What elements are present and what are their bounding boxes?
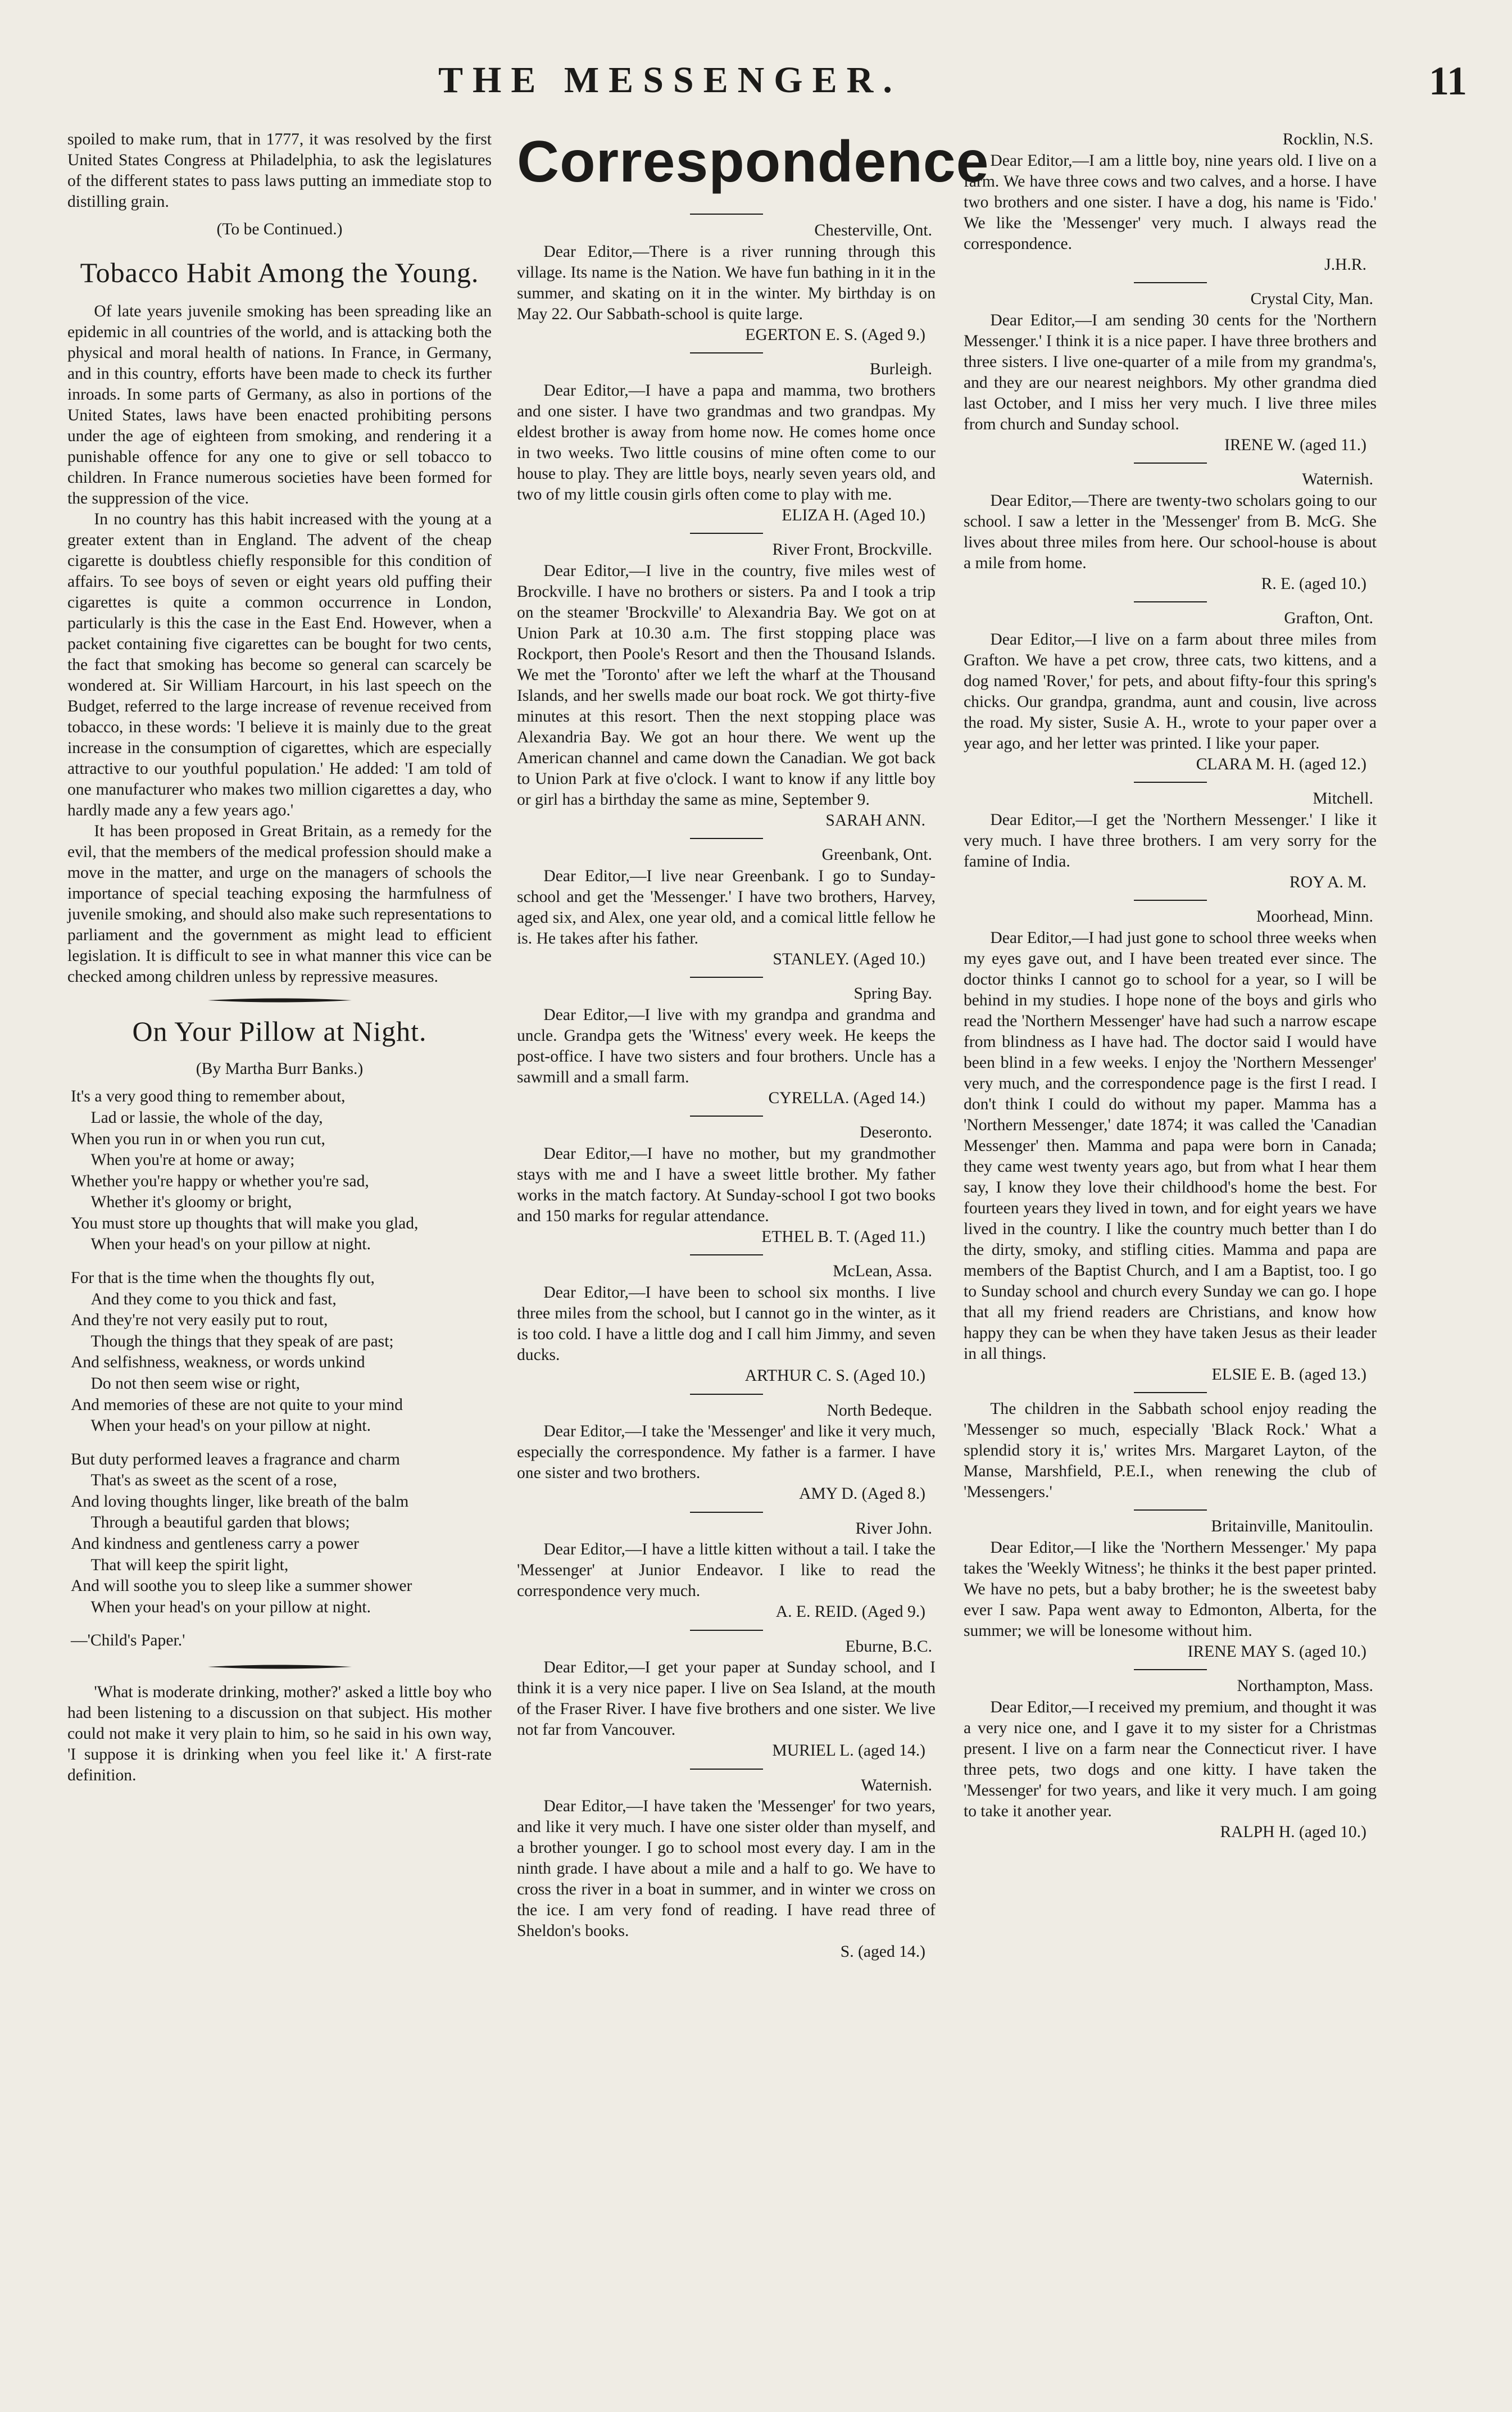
divider-ornament: [207, 996, 353, 1004]
letter-signature: R. E. (aged 10.): [1261, 574, 1366, 593]
poem-line: Do not then seem wise or right,: [90, 1374, 300, 1393]
letter: [517, 214, 936, 346]
letter: [517, 1630, 936, 1762]
letter: [964, 463, 1377, 595]
letter: [517, 352, 936, 526]
letter-body: Dear Editor,—I received my premium, and thought it was a very nice one, and I gave it to my sister for a Christmas present. I live on a farm near the Connecticut river. I have three pets, two dogs and one kitty. I have taken the 'Messenger' for two years, and like it very much. I am going to take it another year.: [964, 1698, 1377, 1820]
correspondence-title: Correspondence: [517, 129, 989, 194]
letter-signature: ARTHUR C. S. (Aged 10.): [744, 1366, 925, 1385]
poem-body: [71, 1086, 492, 1651]
letter-body: Dear Editor,—I live with my grandpa and grandma and uncle. Grandpa gets the 'Witness' every week. He keeps the post-office. I have two sisters and four brothers. Uncle has a sawmill and a small farm.: [517, 1005, 936, 1086]
poem-line: And selfishness, weakness, or words unkind: [71, 1353, 365, 1372]
letter-body: Dear Editor,—I have no mother, but my grandmother stays with me and I have a sweet little brother. My father works in the match factory. At Sunday-school I got two books and 150 marks for regular attendance.: [517, 1144, 936, 1225]
poem-source: —'Child's Paper.': [71, 1631, 185, 1650]
letter-body: Dear Editor,—I had just gone to school three weeks when my eyes gave out, and I have been treated ever since. The doctor thinks I cannot go to school for a year, so I will be behind in my studies. I hope none of the boys and girls who read the 'Northern Messenger' have had such a narrow escape from blindness as I have had. The doctor said I would have been blind in a few weeks. I enjoy the 'Northern Messenger' very much, and the correspondence page is the first I read. I don't think I could do without my paper. Mamma has a 'Northern Messenger,' date 1874; it was called the 'Canadian Messenger' then. Mamma and papa were born in Canada; they came west twenty years ago, but from what I hear them say, I know they love their childhood's home the best. For fourteen years they lived in town, and for eight years we have lived in the country. I like the country much better than I do the dirty, smoky, and stifling cities. Mamma and papa are members of the Baptist Church, and I am a Baptist, too. I go to Sunday school and church every Sunday we can go. I hope that all my friend readers are Christians, and know how happy they can be when they have taken Jesus as their leader in all things.: [964, 928, 1377, 1363]
poem-line: That will keep the spirit light,: [90, 1556, 289, 1574]
letter-place: Eburne, B.C.: [845, 1637, 932, 1656]
poem-line: But duty performed leaves a fragrance and charm: [71, 1450, 400, 1468]
tobacco-article-title: Tobacco Habit Among the Young.: [80, 256, 479, 288]
letter: [517, 1394, 936, 1505]
poem-line: Through a beautiful garden that blows;: [90, 1513, 350, 1532]
poem-line: You must store up thoughts that will make you glad,: [71, 1214, 419, 1232]
poem-line: And loving thoughts linger, like breath of the balm: [71, 1492, 409, 1511]
tobacco-paragraph: Of late years juvenile smoking has been spreading like an epidemic in all countries of the world, and is attacking both the physical and moral health of nations. In France, in Germany, and in this country, efforts have been made to check its further inroads. In some parts of Germany, as also in portions of the United States, laws have been enacted prohibiting persons under the age of eighteen from smoking, and rendering it a punishable offence for any one to give or sell tobacco to children. In France numerous societies have been formed for the suppression of the vice.: [67, 302, 492, 508]
letter-place: Britainville, Manitoulin.: [1211, 1517, 1373, 1536]
poem-byline: (By Martha Burr Banks.): [196, 1060, 364, 1078]
divider-rule: [690, 1769, 763, 1770]
divider-rule: [1134, 1392, 1207, 1393]
letter-body: Dear Editor,—I have a papa and mamma, two brothers and one sister. I have two grandmas and two grandpas. My eldest brother is away from home now. He comes home once in two weeks. Two little cousins of mine often come to our house to play. They are little boys, nearly seven years old, and two of my little cousin girls often come to play with me.: [517, 381, 936, 504]
poem-line: When your head's on your pillow at night.: [90, 1417, 371, 1435]
letter-place: Northampton, Mass.: [1237, 1677, 1373, 1695]
poem-line: That's as sweet as the scent of a rose,: [90, 1471, 337, 1490]
poem-stanza: [71, 1449, 492, 1618]
letter-signature: AMY D. (Aged 8.): [799, 1485, 925, 1503]
divider-rule: [690, 352, 763, 353]
divider-rule: [690, 1394, 763, 1395]
poem-line: For that is the time when the thoughts fly out,: [71, 1269, 375, 1287]
letter-body: Dear Editor,—I take the 'Messenger' and like it very much, especially the correspondence. My father is a farmer. I have one sister and two brothers.: [517, 1422, 936, 1482]
page-number: 11: [1428, 58, 1467, 103]
letter: [964, 900, 1377, 1385]
letter-signature: SARAH ANN.: [825, 811, 925, 829]
divider-rule: [690, 977, 763, 978]
letter: [517, 1769, 936, 1963]
letter-body: Dear Editor,—There is a river running through this village. Its name is the Nation. We have fun bathing in it in the summer, and skating on it in the winter. My birthday is on May 22. Our Sabbath-school is quite large.: [517, 242, 936, 323]
right-column: [964, 129, 1377, 1845]
letter-signature: STANLEY. (Aged 10.): [773, 950, 925, 968]
letter-place: Burleigh.: [870, 360, 932, 379]
poem-line: When your head's on your pillow at night.: [90, 1598, 371, 1616]
letter-signature: ROY A. M.: [1289, 873, 1366, 891]
poem-line: And memories of these are not quite to your mind: [71, 1395, 403, 1414]
divider-ornament: [207, 1663, 353, 1671]
divider-rule: [1134, 1669, 1207, 1670]
poem-line: When you're at home or away;: [90, 1151, 295, 1169]
page-header: [0, 0, 1512, 107]
letter-body: Dear Editor,—I am a little boy, nine years old. I live on a farm. We have three cows and two calves, and a horse. I have two brothers and one sister. I have a dog, his name is 'Fido.' We like the 'Messenger' very much. I always read the correspondence.: [964, 151, 1377, 253]
divider-rule: [1134, 1509, 1207, 1511]
letter-signature: ELSIE E. B. (aged 13.): [1211, 1365, 1366, 1384]
letter-body: Dear Editor,—I live in the country, five miles west of Brockville. I have no brothers or sisters. Pa and I took a trip on the steamer 'Brockville' to Alexandria Bay. We got on at Union Park at 10.30 a.m. The first stopping place was Rockport, then Poole's Resort and then the Thousand Islands. We met the 'Toronto' after we left the wharf at the Thousand Islands, and her swells made our boat rock. We got thirty-five minutes at this resort. Then the next stopping place was Alexandria Bay. We got an hour there. We went up the American channel and came down the Canadian. We got back to Union Park at five o'clock. I want to know if any little boy or girl has a birthday the same as mine, September 9.: [517, 561, 936, 809]
letter-place: River Front, Brockville.: [772, 541, 932, 559]
poem-line: When your head's on your pillow at night.: [90, 1235, 371, 1254]
intro-paragraph: spoiled to make rum, that in 1777, it was resolved by the first United States Congress at Philadelphia, to ask the legislatures of the different states to pass laws putting an immediate stop to distilling grain.: [67, 130, 492, 211]
divider-rule: [690, 1512, 763, 1513]
letter-place: North Bedeque.: [827, 1401, 932, 1420]
letter: [964, 129, 1377, 275]
letter-place: Chesterville, Ont.: [814, 221, 932, 239]
masthead-title: THE MESSENGER.: [438, 60, 902, 101]
poem-stanza: [71, 1268, 492, 1437]
letter-place: Mitchell.: [1313, 790, 1373, 808]
letter-signature: S. (aged 14.): [840, 1943, 925, 1961]
poem-line: And they're not very easily put to rout,: [71, 1311, 328, 1330]
letter-place: Spring Bay.: [853, 985, 932, 1003]
poem-line: It's a very good thing to remember about,: [71, 1087, 346, 1106]
letter-place: Waternish.: [861, 1776, 932, 1794]
letter-body: Dear Editor,—I have taken the 'Messenger' for two years, and like it very much. I have one sister older than myself, and a brother younger. I go to school most every day. I am in the ninth grade. I have about a mile and a half to go. We have to cross the river in a boat in summer, and in winter we cross on the ice. I am very fond of reading. I have read three of Sheldon's books.: [517, 1797, 936, 1941]
letter-body: Dear Editor,—I like the 'Northern Messenger.' My papa takes the 'Weekly Witness'; he thinks it the best paper printed. We have no pets, but a baby brother; he is the sweetest baby ever I saw. Papa went away to Edmonton, Alberta, for the summer; we will be lonesome without him.: [964, 1538, 1377, 1640]
divider-rule: [1134, 601, 1207, 602]
tobacco-paragraph: It has been proposed in Great Britain, as a remedy for the evil, that the members of the medical profession should make a move in the matter, and urge on the managers of schools the importance of special teaching exposing the harmfulness of juvenile smoking, and should also make such representations to parliament and the government as might lead to efficient legislation. It is difficult to see in what manner this vice can be checked among children unless by repressive measures.: [67, 822, 492, 986]
poem-line: Though the things that they speak of are past;: [90, 1332, 394, 1350]
closing-anecdote: 'What is moderate drinking, mother?' asked a little boy who had been listening to a discussion on that subject. His mother could not make it very plain to him, so he said in his own way, 'I suppose it is drinking when you feel like it.' A first-rate definition.: [67, 1683, 492, 1784]
letter-body: Dear Editor,—I am sending 30 cents for the 'Northern Messenger.' I think it is a nice paper. I have three brothers and three sisters. I live one-quarter of a mile from my grandma's, and they are our nearest neighbors. My other grandma died last October, and I miss her very much. I live three miles from church and Sunday school.: [964, 311, 1377, 433]
divider-rule: [690, 1630, 763, 1631]
middle-column: [517, 129, 989, 1965]
divider-rule: [690, 214, 763, 215]
letter: [517, 838, 936, 970]
poem-line: Whether it's gloomy or bright,: [90, 1193, 292, 1212]
letter-body: Dear Editor,—I get the 'Northern Messenger.' I like it very much. I have three brothers. I am very sorry for the famine of India.: [964, 810, 1377, 871]
poem-line: And kindness and gentleness carry a power: [71, 1534, 359, 1553]
divider-rule: [1134, 463, 1207, 464]
letter-place: River John.: [855, 1519, 932, 1538]
letter-body: Dear Editor,—I live on a farm about three miles from Grafton. We have a pet crow, three cats, two kittens, and a dog named 'Rover,' for pets, and about fifty-four this spring's chicks. Our grandpa, grandma, aunt and cousin, live across the road. My sister, Susie A. H., wrote to your paper over a year ago, and her letter was printed. I like your paper.: [964, 630, 1377, 752]
divider-rule: [690, 838, 763, 839]
poem-line: Lad or lassie, the whole of the day,: [90, 1108, 323, 1127]
letter-body: Dear Editor,—I have been to school six months. I live three miles from the school, but I cannot go in the winter, as it is too cold. I have a little dog and I call him Jimmy, and seven ducks.: [517, 1283, 936, 1364]
letter: [964, 282, 1377, 456]
letter-place: Waternish.: [1302, 470, 1373, 489]
letter: [517, 1512, 936, 1623]
poem-line: And they come to you thick and fast,: [90, 1290, 337, 1308]
letter-signature: IRENE W. (aged 11.): [1224, 436, 1366, 454]
letter-signature: J.H.R.: [1324, 255, 1366, 274]
letter: [964, 782, 1377, 893]
divider-rule: [690, 1254, 763, 1255]
letter: [517, 1254, 936, 1386]
poem-stanza: [71, 1086, 492, 1255]
divider-rule: [690, 533, 763, 534]
poem-line: When you run in or when you run cut,: [71, 1130, 325, 1148]
tobacco-paragraph: In no country has this habit increased with the young at a greater extent than in England. The advent of the cheap cigarette is doubtless chiefly responsible for this condition of affairs. To see boys of seven or eight years old puffing their cigarettes is quite a common occurrence in London, particularly is this the case in the East End. However, when a packet containing five cigarettes can be bought for two cents, the fact that smoking has become so general can scarcely be wondered at. Sir William Harcourt, in his last speech on the Budget, referred to the large increase of revenue received from tobacco, in these words: 'I believe it is mainly due to the great increase in the consumption of cigarettes, which are especially attractive to our youthful population.' He added: 'I am told of one manufacturer who makes two million cigarettes a day, who hardly made any a few years ago.': [67, 510, 492, 820]
letter-signature: MURIEL L. (aged 14.): [772, 1742, 925, 1760]
letter-place: Crystal City, Man.: [1250, 290, 1373, 309]
letter-body: Dear Editor,—I live near Greenbank. I go to Sunday-school and get the 'Messenger.' I have two brothers, Harvey, aged six, and Alex, one year old, and a comical little fellow he is. He takes after his father.: [517, 867, 936, 947]
letter-place: Greenbank, Ont.: [821, 846, 932, 864]
letter-place: Grafton, Ont.: [1284, 609, 1373, 628]
letter-signature: EGERTON E. S. (Aged 9.): [745, 325, 925, 344]
letter-signature: ELIZA H. (Aged 10.): [782, 506, 925, 524]
divider-rule: [690, 1116, 763, 1117]
letter-signature: ETHEL B. T. (Aged 11.): [761, 1227, 925, 1246]
letter: [964, 1392, 1377, 1503]
divider-rule: [1134, 900, 1207, 901]
letter-body: Dear Editor,—I have a little kitten without a tail. I take the 'Messenger' at Junior Endeavor. I like to read the correspondence very much.: [517, 1540, 936, 1601]
letter-signature: CYRELLA. (Aged 14.): [768, 1089, 925, 1107]
letter-place: Deseronto.: [859, 1123, 932, 1142]
letter: [964, 601, 1377, 775]
poem-line: And will soothe you to sleep like a summer shower: [71, 1577, 412, 1595]
letter-body: Dear Editor,—I get your paper at Sunday school, and I think it is a very nice paper. I live on Sea Island, at the mouth of the Fraser River. I have five brothers and one sister. We live not far from Vancouver.: [517, 1658, 936, 1739]
poem-title: On Your Pillow at Night.: [132, 1015, 427, 1047]
poem-line: Whether you're happy or whether you're sad,: [71, 1172, 369, 1190]
letter-body: Dear Editor,—There are twenty-two scholars going to our school. I saw a letter in the 'Messenger' from B. McG. She lives about three miles from here. Our school-house is about a mile from home.: [964, 491, 1377, 572]
letter: [517, 977, 936, 1109]
divider-rule: [1134, 282, 1207, 283]
letter-signature: CLARA M. H. (aged 12.): [1196, 755, 1366, 773]
letter-place: McLean, Assa.: [833, 1262, 932, 1281]
letter: [964, 1669, 1377, 1843]
letter-signature: A. E. REID. (Aged 9.): [775, 1603, 925, 1621]
letter-signature: RALPH H. (aged 10.): [1220, 1822, 1366, 1841]
letter-signature: IRENE MAY S. (aged 10.): [1187, 1642, 1366, 1661]
letter: [964, 1509, 1377, 1662]
continued-note: (To be Continued.): [216, 220, 343, 238]
divider-rule: [1134, 782, 1207, 783]
letter-body: The children in the Sabbath school enjoy reading the 'Messenger so much, especially 'Black Rock.' What a splendid story it is,' writes Mrs. Margaret Layton, of the Manse, Marshfield, P.E.I., when renewing the club of 'Messengers.': [964, 1400, 1377, 1502]
letter-place: Rocklin, N.S.: [1282, 130, 1373, 148]
letter: [517, 533, 936, 831]
left-column: [67, 129, 492, 1786]
letter-place: Moorhead, Minn.: [1256, 908, 1373, 926]
letter: [517, 1116, 936, 1248]
